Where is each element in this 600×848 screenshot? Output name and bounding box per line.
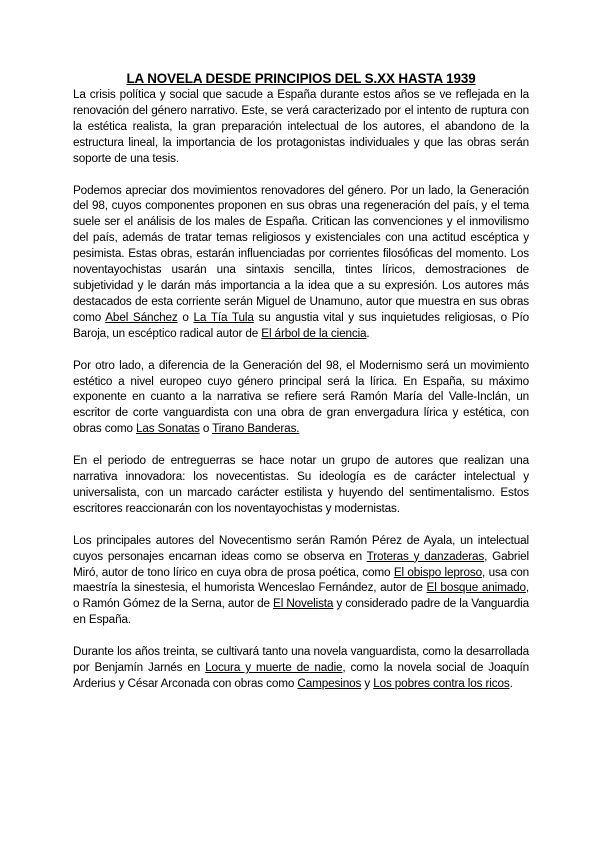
- paragraph-modernismo: [73, 358, 529, 438]
- paragraph-text: Por otro lado, a diferencia de la Generación del 98, el Modernismo será un movimiento estético a nivel europeo cuyo género principal será la lírica. En España, su máximo exponente en cuanto a la narrativa se refiere será Ramón María del Valle-Inclán, un escritor de corte vanguardista con una obra de gran envergadura lírica y estética, con obras como: [73, 358, 529, 436]
- work-title-troteras-y-danzaderas: Troteras y danzaderas: [366, 549, 485, 563]
- work-title-la-tia-tula: La Tía Tula: [193, 310, 254, 324]
- work-title-campesinos: Campesinos: [297, 677, 362, 690]
- paragraph-text: y: [361, 677, 374, 690]
- document-page: [73, 71, 529, 708]
- work-title-el-novelista: El Novelista: [273, 597, 334, 611]
- paragraph-text: y considerado padre de la Vanguardia en España.: [73, 597, 529, 627]
- work-title-el-obispo-leproso: El obispo leproso: [393, 565, 483, 579]
- paragraph-text: Podemos apreciar dos movimientos renovadores del género. Por un lado, la Generación del 98, cuyos componentes proponen en sus obras una regeneración del país, y el tema suele ser el análisis de los males de España. Critican las convenciones y el inmovilismo del país, además de tratar temas religiosos y existenciales con una actitud escéptica y pesimista. Estas obras, estarán influenciadas por corrientes filosóficas del momento. Los noventayochistas usarán una sintaxis sencilla, tintes líricos, demostraciones de subjetividad y le darán más importancia a la idea que a su expresión. Los autores más destacados de esta corriente serán Miguel de Unamuno, autor que muestra en sus obras como: [73, 183, 529, 324]
- paragraph-generacion-98: [73, 183, 529, 342]
- paragraph-text: , o Ramón Gómez de la Serna, autor de: [73, 581, 529, 611]
- paragraph-anos-treinta: [73, 644, 529, 692]
- paragraph-text: , como la novela social de Joaquín Arderius y César Arconada con obras como: [73, 661, 529, 690]
- work-title-los-pobres-contra-los-ricos: Los pobres contra los ricos: [373, 677, 510, 690]
- work-title-las-sonatas: Las Sonatas: [136, 422, 200, 436]
- work-title-abel-sanchez: Abel Sánchez: [105, 310, 178, 324]
- document-title: LA NOVELA DESDE PRINCIPIOS DEL S.XX HASTA 1939: [126, 71, 476, 86]
- paragraph-text: Los principales autores del Novecentismo serán Ramón Pérez de Ayala, un intelectual cuyos personajes encarnan ideas como se observa en: [73, 533, 529, 563]
- paragraph-text: , Gabriel Miró, autor de tono lírico en cuya obra de prosa poética, como: [73, 549, 529, 579]
- work-title-el-bosque-animado: El bosque animado: [426, 581, 526, 595]
- paragraph-novecentismo: [73, 533, 529, 628]
- paragraph-text: su angustia vital y sus inquietudes religiosas, o Pío Baroja, un escéptico radical autor de: [73, 310, 529, 340]
- paragraph-text: , usa con maestría la sinestesia, el humorista Wenceslao Fernández, autor de: [73, 565, 529, 595]
- work-title-locura-y-muerte-de-nadie: Locura y muerte de nadie: [205, 661, 343, 675]
- work-title-el-arbol-de-la-ciencia: El árbol de la ciencia: [261, 326, 367, 340]
- paragraph-text: o: [177, 310, 194, 324]
- paragraph-intro: La crisis política y social que sacude a España durante estos años se ve reflejada en la renovación del género narrativo. Este, se verá caracterizado por el intento de ruptura con la estética realista, la gran preparación intelectual de los autores, el abandono de la estructura lineal, la importancia de los protagonistas individuales y que las obras serán soporte de una tesis.: [73, 88, 529, 165]
- work-title-tirano-banderas: Tirano Banderas.: [212, 422, 300, 436]
- paragraph-entreguerras: En el periodo de entreguerras se hace notar un grupo de autores que realizan una narrativa innovadora: los novecentistas. Su ideología es de carácter intelectual y universalista, con un marcado carácter estilista y huyendo del sentimentalismo. Estos escritores reaccionarán con los noventayochistas y modernistas.: [73, 454, 529, 515]
- paragraph-text: Durante los años treinta, se cultivará tanto una novela vanguardista, como la desarrollada por Benjamín Jarnés en: [73, 645, 529, 675]
- paragraph-text: o: [199, 422, 213, 436]
- paragraph-text: .: [366, 326, 370, 340]
- paragraph-text: .: [509, 677, 513, 690]
